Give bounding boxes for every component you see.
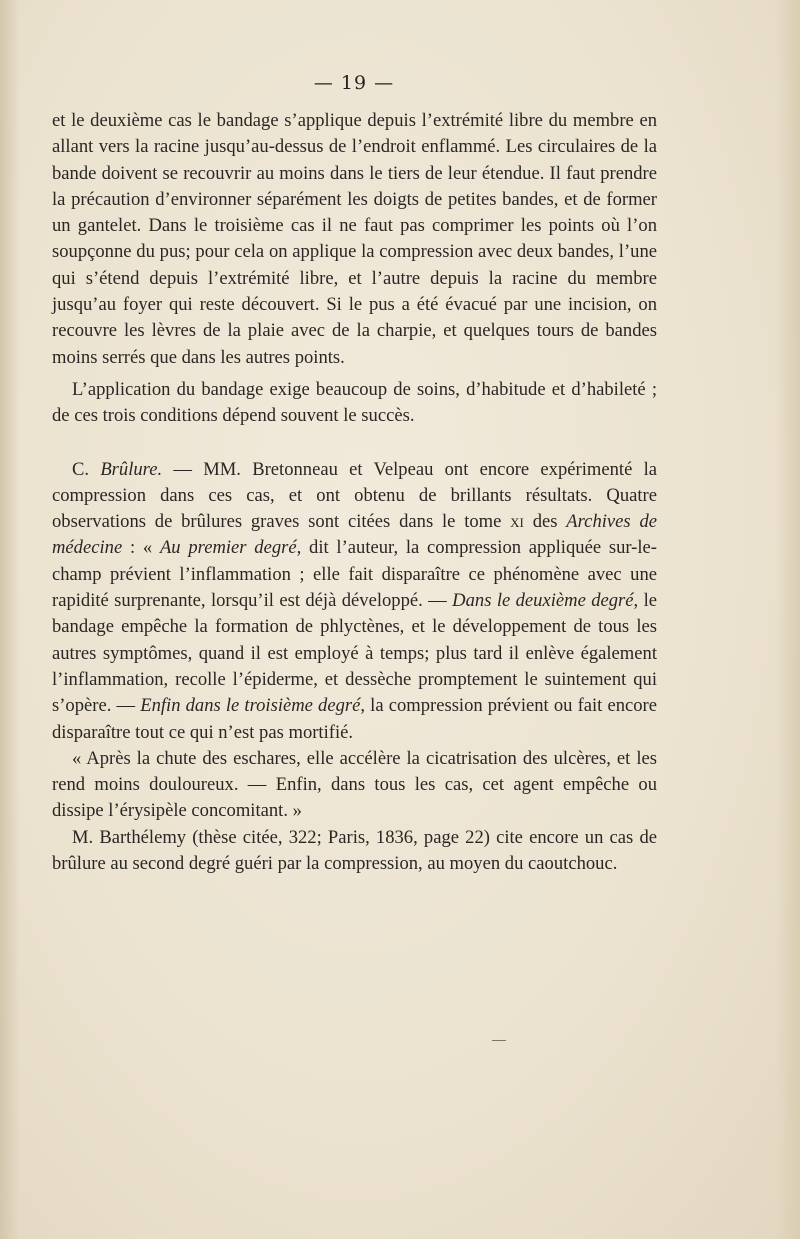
text-run: C. [72,458,101,480]
text-run: Dans le deuxième degré [452,590,634,612]
paragraph-bandage-skill [52,377,657,430]
paragraph-barthelemy-case [52,825,657,878]
text-run: Enfin dans le troisième degré [140,695,361,717]
text-run: des [523,511,567,533]
text-run: Archives de médecine [52,511,657,559]
text-run: — MM. Bretonneau et Velpeau ont encore expérimenté la compression dans ces cas, et ont obtenu de brillants résultats. Quatre observations de brûlures graves sont citées dans le tome [52,458,657,533]
section-gap [52,430,657,457]
paragraph-eschares-quote [52,746,657,825]
text-run: xi [510,511,524,533]
paragraph-bandage-method [52,108,657,371]
paragraph-burns-compression [52,457,657,746]
text-run: Brûlure. [100,458,163,480]
text-run: « Après la chute des eschares, elle accélère la cicatrisation des ulcères, et les rend moins douloureux. — Enfin, dans tous les cas, cet agent empêche ou dissipe l’érysipèle concomitant. » [52,747,657,822]
page-edge-shadow-left [0,0,20,1239]
page-number: — 19 — [313,72,395,94]
stray-ink-mark [492,1040,506,1041]
text-run: Au premier degré [159,537,297,559]
text-run: M. Barthélemy (thèse citée, 322; Paris, 1836, page 22) cite encore un cas de brûlure au second degré guéri par la compression, au moyen du caoutchouc. [52,826,657,875]
text-run: , la compression prévient ou fait encore disparaître tout ce qui n’est pas mortifié. [52,695,658,743]
text-run: : « [122,537,160,559]
page-edge-shadow-right [776,0,800,1239]
text-run: et le deuxième cas le bandage s’applique depuis l’extrémité libre du membre en allant vers la racine jusqu’au-dessus de l’endroit enflammé. Les circulaires de la bande doivent se recouvrir au moins dans le tiers de leur étendue. Il faut prendre la précaution d’environner séparément les doigts de petites bandes, et de former un gantelet. Dans le troisième cas il ne faut pas comprimer les points où l’on soupçonne du pus; pour cela on applique la compression avec deux bandes, l’une qui s’étend depuis l’extrémité libre, et l’autre depuis la racine du membre jusqu’au foyer qui reste découvert. Si le pus a été évacué par une incision, on recouvre les lèvres de la plaie avec de la charpie, et quelques tours de bandes moins serrés que dans les autres points. [52,110,657,368]
text-run: L’application du bandage exige beaucoup de soins, d’habitude et d’habileté ; de ces trois conditions dépend souvent le succès. [52,378,657,427]
text-run: , dit l’auteur, la compression appliquée sur-le-champ prévient l’inflammation ; elle fait disparaître ce phénomène avec une rapidité surprenante, lorsqu’il est déjà développé. — [52,537,657,612]
text-run: , le bandage empêche la formation de phlyctènes, et le développement de tous les autres symptômes, quand il est employé à temps; plus tard il enlève également l’inflammation, recolle l’épiderme, et dessèche promptement le suintement qui s’opère. — [52,590,658,717]
body-text [52,108,657,877]
